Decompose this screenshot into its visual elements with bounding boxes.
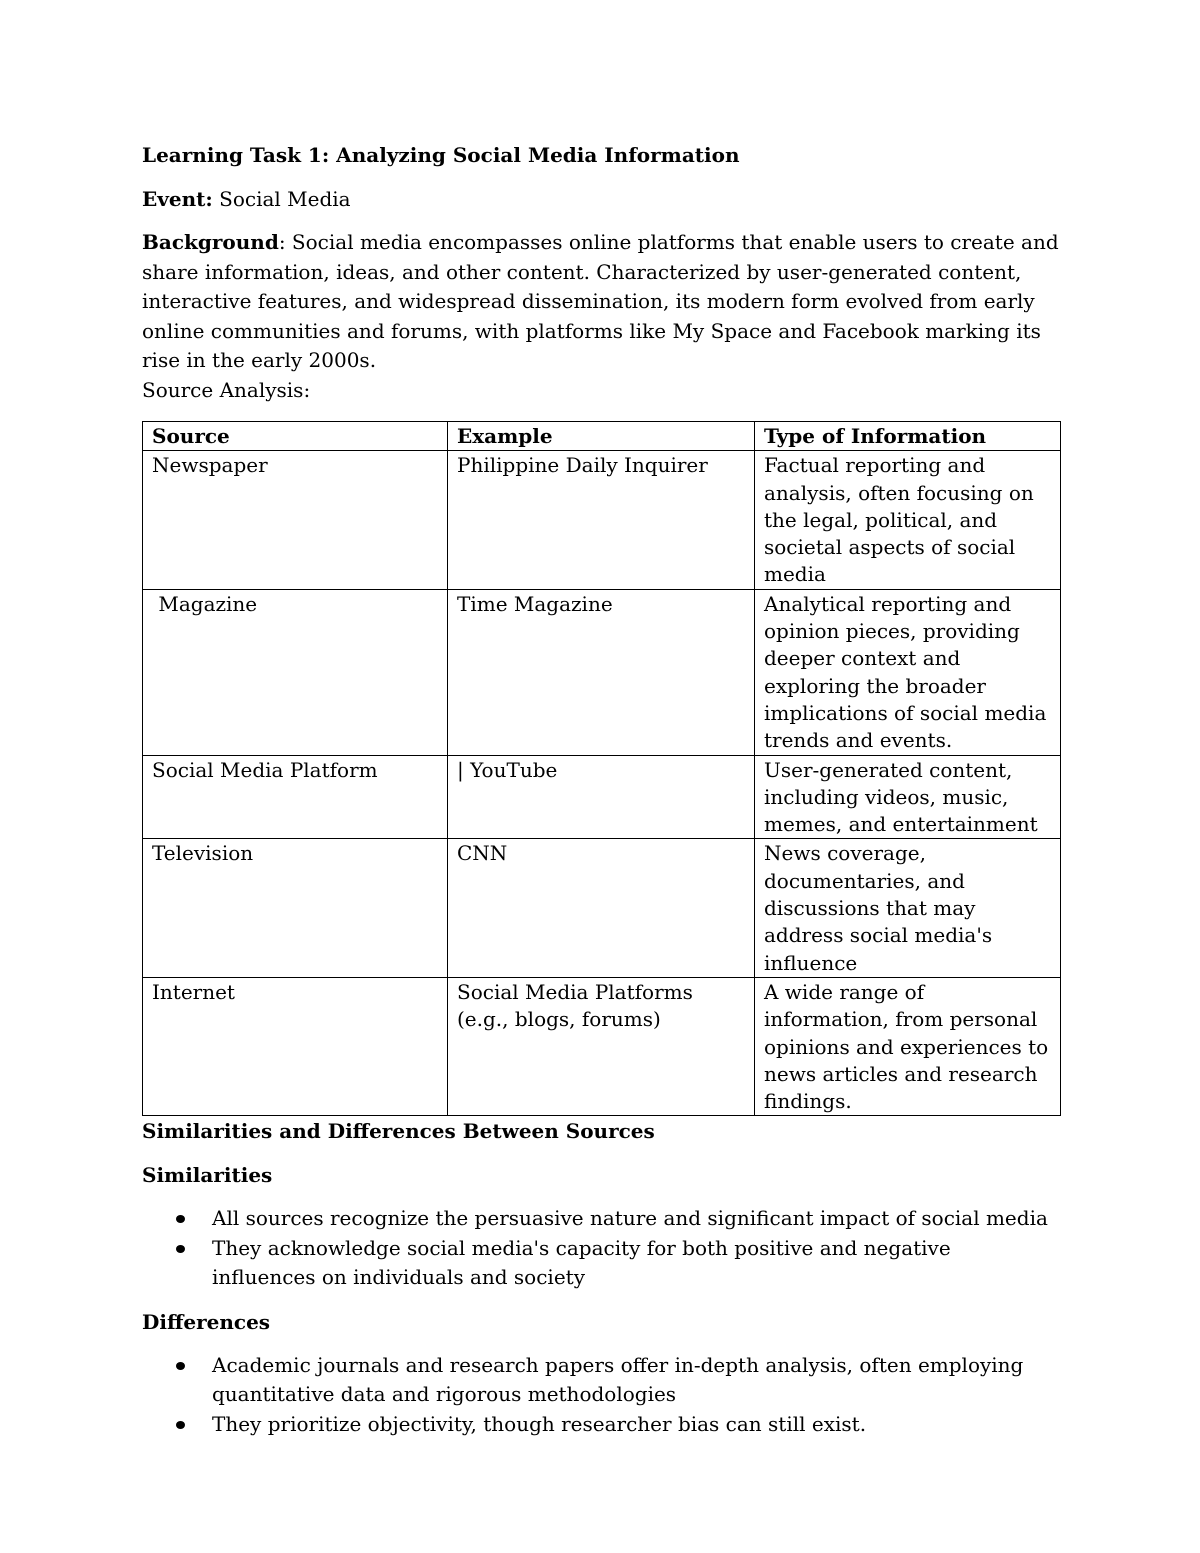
event-label: Event:	[142, 187, 213, 211]
header-example: Example	[448, 422, 755, 451]
similarities-list	[142, 1204, 1060, 1293]
differences-heading: Differences	[142, 1309, 271, 1334]
background-text: : Social media encompasses online platforms that enable users to create and share information, ideas, and other content. Characterized by user-generated content, interactive features, and widespread dissemination, its modern form evolved from early online communities and forums, with platforms like My Space and Facebook marking its rise in the early 2000s.	[142, 230, 1059, 372]
cell-example: | YouTube	[448, 755, 755, 839]
cell-example: Time Magazine	[448, 589, 755, 755]
list-item-text: They prioritize objectivity, though researcher bias can still exist.	[212, 1411, 867, 1436]
background-paragraph	[142, 228, 1060, 376]
table-row	[143, 451, 1061, 589]
list-item-text: All sources recognize the persuasive nature and significant impact of social media	[212, 1206, 1048, 1231]
table-header-row	[143, 422, 1061, 451]
cell-source: Television	[143, 839, 448, 977]
comparison-heading: Similarities and Differences Between Sources	[142, 1119, 655, 1144]
background-label: Background	[142, 230, 279, 254]
event-line	[142, 184, 1060, 214]
table-row	[143, 589, 1061, 755]
document-title: Learning Task 1: Analyzing Social Media Information	[142, 143, 740, 167]
list-item	[142, 1234, 1060, 1293]
table-row	[143, 839, 1061, 977]
table-row	[143, 755, 1061, 839]
cell-type: News coverage, documentaries, and discussions that may address social media's influence	[755, 839, 1061, 977]
cell-example: CNN	[448, 839, 755, 977]
event-value: Social Media	[219, 187, 351, 211]
cell-type: Factual reporting and analysis, often focusing on the legal, political, and societal aspects of social media	[755, 451, 1061, 589]
cell-example: Philippine Daily Inquirer	[448, 451, 755, 589]
list-item	[142, 1410, 1060, 1440]
cell-source: Newspaper	[143, 451, 448, 589]
header-type-of-information: Type of Information	[755, 422, 1061, 451]
source-table	[142, 421, 1061, 1116]
cell-type: A wide range of information, from personal opinions and experiences to news articles and research findings.	[755, 977, 1061, 1115]
list-item-text: They acknowledge social media's capacity for both positive and negative influences on individuals and society	[212, 1235, 951, 1290]
list-item	[142, 1351, 1060, 1410]
cell-source: Social Media Platform	[143, 755, 448, 839]
bullet-icon	[176, 1245, 185, 1253]
list-item	[142, 1204, 1060, 1234]
source-analysis-label: Source Analysis:	[142, 377, 311, 402]
header-source: Source	[143, 422, 448, 451]
bullet-icon	[176, 1362, 185, 1370]
cell-type: User-generated content, including videos, music, memes, and entertainment	[755, 755, 1061, 839]
list-item-text: Academic journals and research papers offer in-depth analysis, often employing quantitative data and rigorous methodologies	[212, 1352, 1024, 1407]
differences-list	[142, 1351, 1060, 1440]
cell-source: Magazine	[143, 589, 448, 755]
similarities-heading: Similarities	[142, 1163, 273, 1188]
cell-source: Internet	[143, 977, 448, 1115]
document-page	[142, 140, 1060, 1453]
table-row	[143, 977, 1061, 1115]
cell-example: Social Media Platforms (e.g., blogs, forums)	[448, 977, 755, 1115]
bullet-icon	[176, 1421, 185, 1429]
bullet-icon	[176, 1215, 185, 1223]
cell-type: Analytical reporting and opinion pieces, providing deeper context and exploring the broader implications of social media trends and events.	[755, 589, 1061, 755]
